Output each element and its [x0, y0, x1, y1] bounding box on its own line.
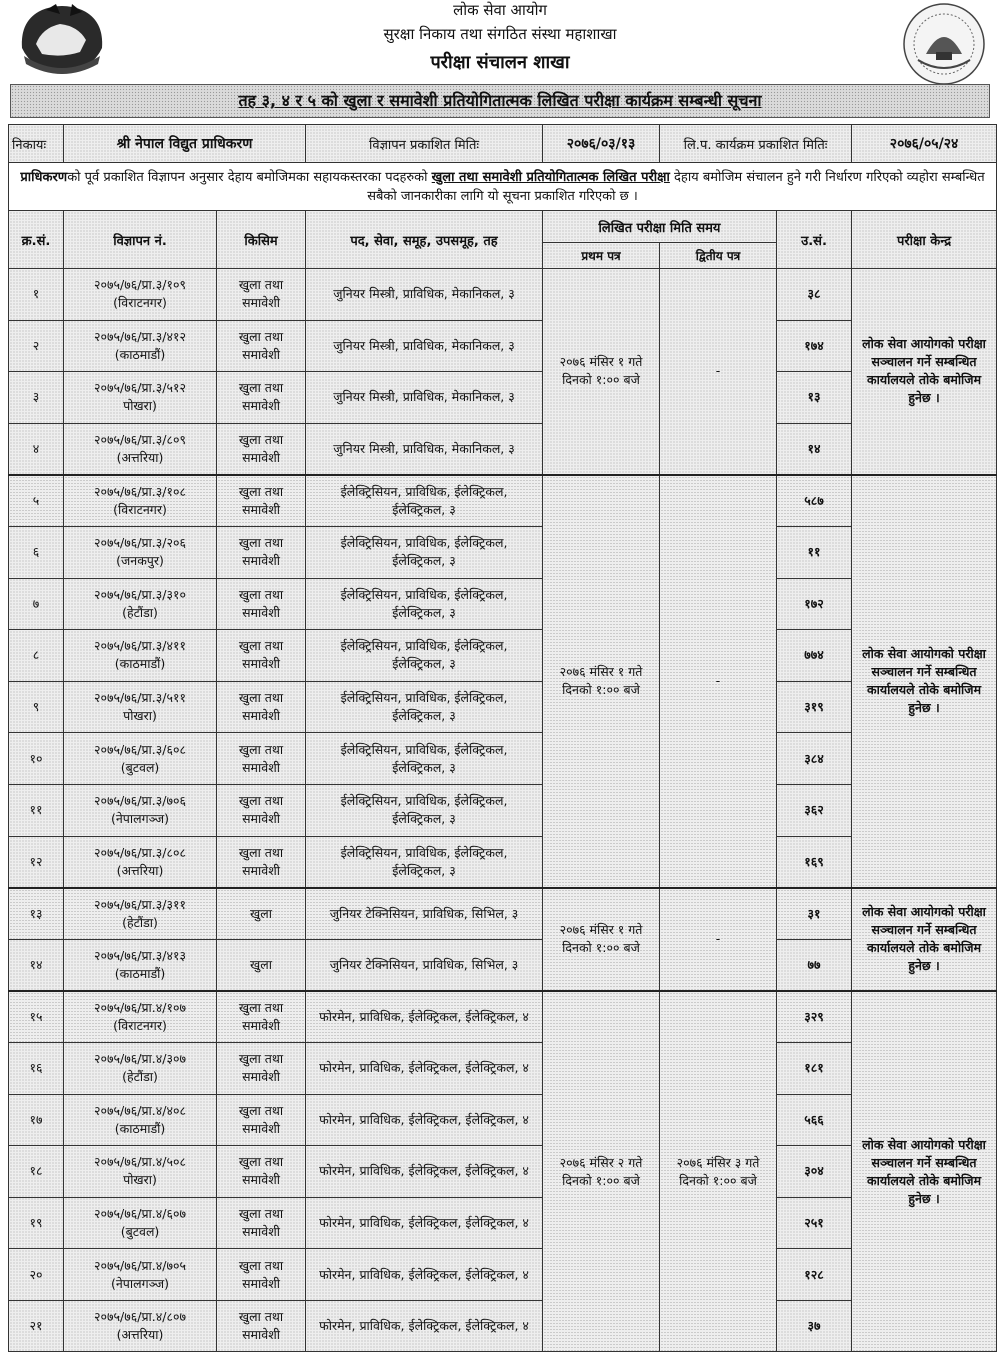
ad-number	[64, 269, 217, 321]
ad-number	[64, 1300, 217, 1352]
ad-number	[64, 526, 217, 578]
ad-number	[64, 630, 217, 682]
ad-number	[64, 836, 217, 888]
exam-type: खुला तथा समावेशी	[217, 1300, 306, 1352]
ad-location: (हेटौंडा)	[122, 604, 158, 620]
org-label: निकायः	[9, 125, 64, 163]
ad-number	[64, 1197, 217, 1249]
ad-number	[64, 1042, 217, 1094]
candidate-count: ५८७	[777, 475, 852, 527]
post-detail: फोरमेन, प्राविधिक, ईलेक्ट्रिकल, ईलेक्ट्रिकल, ४	[306, 1042, 543, 1094]
ad-location: (काठमाडौं)	[114, 656, 166, 672]
ad-code: २०७५/७६/प्रा.३/३११	[94, 896, 186, 912]
second-paper-datetime: २०७६ मंसिर ३ गते दिनको १:०० बजे	[660, 991, 777, 1352]
commission-name: लोक सेवा आयोग	[453, 1, 547, 19]
description-part2: को पूर्व प्रकाशित विज्ञापन अनुसार देहाय बमोजिमका सहायकस्तरका पदहरुको	[67, 169, 432, 185]
candidate-count: ३८४	[777, 733, 852, 785]
post-detail: ईलेक्ट्रिसियन, प्राविधिक, ईलेक्ट्रिकल, ईलेक्ट्रिकल, ३	[306, 578, 543, 630]
ad-code: २०७५/७६/प्रा.३/४१३	[94, 947, 186, 963]
ad-code: २०७५/७६/प्रा.४/६०७	[94, 1205, 186, 1221]
candidate-count: ३६२	[777, 784, 852, 836]
table-row	[9, 630, 997, 682]
ad-number	[64, 423, 217, 475]
ad-code: २०७५/७६/प्रा.३/४१२	[94, 328, 186, 344]
ad-location: (हेटौंडा)	[122, 1069, 158, 1085]
ad-location: (बुटवल)	[120, 1223, 160, 1239]
col-center: परीक्षा केन्द्र	[852, 211, 997, 269]
exam-type: खुला तथा समावेशी	[217, 1042, 306, 1094]
ad-code: २०७५/७६/प्रा.३/८०८	[94, 844, 186, 860]
ad-date-value: २०७६/०३/१३	[543, 125, 660, 163]
table-row	[9, 1249, 997, 1301]
exam-center: लोक सेवा आयोगको परीक्षा सञ्चालन गर्ने सम्बन्धित कार्यालयले तोके बमोजिम हुनेछ ।	[852, 475, 997, 888]
post-detail: जुनियर टेक्निसियन, प्राविधिक, सिभिल, ३	[306, 888, 543, 940]
ad-location: (काठमाडौं)	[114, 1120, 166, 1136]
table-row	[9, 939, 997, 991]
ad-number	[64, 1146, 217, 1198]
post-detail: जुनियर मिस्त्री, प्राविधिक, मेकानिकल, ३	[306, 372, 543, 424]
candidate-count: ३१	[777, 888, 852, 940]
ad-number	[64, 939, 217, 991]
post-detail: ईलेक्ट्रिसियन, प्राविधिक, ईलेक्ट्रिकल, ईलेक्ट्रिकल, ३	[306, 681, 543, 733]
exam-type: खुला तथा समावेशी	[217, 630, 306, 682]
serial-number: १८	[9, 1146, 64, 1198]
candidate-count: १२८	[777, 1249, 852, 1301]
exam-type: खुला तथा समावेशी	[217, 784, 306, 836]
ad-number	[64, 681, 217, 733]
candidate-count: ११	[777, 526, 852, 578]
table-row	[9, 784, 997, 836]
second-paper-datetime: -	[660, 475, 777, 888]
psc-seal-icon	[896, 2, 992, 86]
col-sn: क्र.सं.	[9, 211, 64, 269]
prog-date-value: २०७६/०५/२४	[852, 125, 997, 163]
ad-number	[64, 578, 217, 630]
table-row	[9, 1042, 997, 1094]
ad-date-label: विज्ञापन प्रकाशित मितिः	[306, 125, 543, 163]
ad-code: २०७५/७६/प्रा.४/७०५	[94, 1257, 186, 1273]
document-header	[0, 0, 1000, 80]
ad-number	[64, 733, 217, 785]
candidate-count: २५१	[777, 1197, 852, 1249]
post-detail: जुनियर मिस्त्री, प्राविधिक, मेकानिकल, ३	[306, 320, 543, 372]
exam-type: खुला तथा समावेशी	[217, 372, 306, 424]
exam-center: लोक सेवा आयोगको परीक्षा सञ्चालन गर्ने सम्बन्धित कार्यालयले तोके बमोजिम हुनेछ ।	[852, 888, 997, 991]
exam-type: खुला तथा समावेशी	[217, 320, 306, 372]
post-detail: जुनियर टेक्निसियन, प्राविधिक, सिभिल, ३	[306, 939, 543, 991]
ad-location: (अत्तरिया)	[116, 862, 164, 878]
table-row	[9, 578, 997, 630]
candidate-count: १८१	[777, 1042, 852, 1094]
ad-number	[64, 1094, 217, 1146]
candidate-count: ३२९	[777, 991, 852, 1043]
table-row	[9, 526, 997, 578]
serial-number: १	[9, 269, 64, 321]
ad-code: २०७५/७६/प्रा.३/२०६	[94, 535, 186, 551]
serial-number: १२	[9, 836, 64, 888]
ad-location: (बुटवल)	[120, 759, 160, 775]
table-row	[9, 681, 997, 733]
exam-type: खुला तथा समावेशी	[217, 526, 306, 578]
ad-location: (काठमाडौं)	[114, 346, 166, 362]
ad-code: २०७५/७६/प्रा.३/७०६	[94, 793, 186, 809]
ad-location: (अत्तरिया)	[116, 449, 164, 465]
table-row	[9, 372, 997, 424]
table-row	[9, 475, 997, 527]
post-detail: फोरमेन, प्राविधिक, ईलेक्ट्रिकल, ईलेक्ट्रिकल, ४	[306, 991, 543, 1043]
serial-number: ८	[9, 630, 64, 682]
exam-type: खुला	[217, 888, 306, 940]
ad-location: (विराटनगर)	[113, 1017, 167, 1033]
serial-number: १३	[9, 888, 64, 940]
candidate-count: ३८	[777, 269, 852, 321]
ad-code: २०७५/७६/प्रा.३/१०८	[94, 483, 186, 499]
org-value: श्री नेपाल विद्युत प्राधिकरण	[64, 125, 306, 163]
serial-number: ११	[9, 784, 64, 836]
ad-code: २०७५/७६/प्रा.३/५११	[94, 690, 186, 706]
serial-number: १६	[9, 1042, 64, 1094]
table-row	[9, 1197, 997, 1249]
table-row	[9, 1094, 997, 1146]
exam-type: खुला तथा समावेशी	[217, 1197, 306, 1249]
ad-code: २०७५/७६/प्रा.४/४०८	[94, 1102, 186, 1118]
ad-number	[64, 372, 217, 424]
col-ad-no: विज्ञापन नं.	[64, 211, 217, 269]
candidate-count: १३	[777, 372, 852, 424]
ad-number	[64, 888, 217, 940]
post-detail: फोरमेन, प्राविधिक, ईलेक्ट्रिकल, ईलेक्ट्रिकल, ४	[306, 1094, 543, 1146]
serial-number: १७	[9, 1094, 64, 1146]
section-name: परीक्षा संचालन शाखा	[430, 52, 570, 73]
candidate-count: ३१९	[777, 681, 852, 733]
notice-title: तह ३, ४ र ५ को खुला र समावेशी प्रतियोगितात्मक लिखित परीक्षा कार्यक्रम सम्बन्धी सूचना	[10, 84, 990, 118]
candidate-count: १७२	[777, 578, 852, 630]
serial-number: ४	[9, 423, 64, 475]
post-detail: फोरमेन, प्राविधिक, ईलेक्ट्रिकल, ईलेक्ट्रिकल, ४	[306, 1146, 543, 1198]
col-exam-date: लिखित परीक्षा मिति समय	[543, 211, 777, 243]
second-paper-datetime: -	[660, 888, 777, 991]
exam-schedule-table	[8, 124, 997, 1352]
exam-type: खुला तथा समावेशी	[217, 475, 306, 527]
ad-location: (नेपालगञ्ज)	[110, 1275, 170, 1291]
description-part1: प्राधिकरण	[20, 169, 68, 185]
post-detail: ईलेक्ट्रिसियन, प्राविधिक, ईलेक्ट्रिकल, ईलेक्ट्रिकल, ३	[306, 733, 543, 785]
col-second-paper: द्वितीय पत्र	[660, 243, 777, 269]
exam-type: खुला तथा समावेशी	[217, 423, 306, 475]
ad-number	[64, 1249, 217, 1301]
post-detail: ईलेक्ट्रिसियन, प्राविधिक, ईलेक्ट्रिकल, ईलेक्ट्रिकल, ३	[306, 784, 543, 836]
exam-type: खुला तथा समावेशी	[217, 578, 306, 630]
exam-type: खुला तथा समावेशी	[217, 1094, 306, 1146]
ad-location: पोखरा)	[123, 708, 157, 724]
table-row	[9, 991, 997, 1043]
division-name: सुरक्षा निकाय तथा संगठित संस्था महाशाखा	[383, 25, 617, 43]
serial-number: २	[9, 320, 64, 372]
ad-number	[64, 320, 217, 372]
first-paper-datetime: २०७६ मंसिर १ गते दिनको १:०० बजे	[543, 269, 660, 475]
candidate-count: १६९	[777, 836, 852, 888]
ad-location: (हेटौंडा)	[122, 914, 158, 930]
serial-number: १४	[9, 939, 64, 991]
ad-location: (विराटनगर)	[113, 501, 167, 517]
ad-location: पोखरा)	[123, 1172, 157, 1188]
post-detail: फोरमेन, प्राविधिक, ईलेक्ट्रिकल, ईलेक्ट्रिकल, ४	[306, 1249, 543, 1301]
candidate-count: १७४	[777, 320, 852, 372]
ad-code: २०७५/७६/प्रा.४/८०७	[94, 1309, 186, 1325]
ad-code: २०७५/७६/प्रा.३/३१०	[94, 586, 186, 602]
col-candidates: उ.सं.	[777, 211, 852, 269]
serial-number: ७	[9, 578, 64, 630]
ad-code: २०७५/७६/प्रा.३/८०९	[94, 431, 186, 447]
exam-type: खुला	[217, 939, 306, 991]
col-type: किसिम	[217, 211, 306, 269]
ad-location: (नेपालगञ्ज)	[110, 811, 170, 827]
header-row-1	[9, 211, 997, 243]
exam-type: खुला तथा समावेशी	[217, 1249, 306, 1301]
second-paper-datetime: -	[660, 269, 777, 475]
ad-number	[64, 991, 217, 1043]
first-paper-datetime: २०७६ मंसिर १ गते दिनको १:०० बजे	[543, 475, 660, 888]
post-detail: फोरमेन, प्राविधिक, ईलेक्ट्रिकल, ईलेक्ट्रिकल, ४	[306, 1300, 543, 1352]
exam-center: लोक सेवा आयोगको परीक्षा सञ्चालन गर्ने सम्बन्धित कार्यालयले तोके बमोजिम हुनेछ ।	[852, 269, 997, 475]
exam-center: लोक सेवा आयोगको परीक्षा सञ्चालन गर्ने सम्बन्धित कार्यालयले तोके बमोजिम हुनेछ ।	[852, 991, 997, 1352]
serial-number: १५	[9, 991, 64, 1043]
exam-type: खुला तथा समावेशी	[217, 991, 306, 1043]
ad-location: (जनकपुर)	[116, 553, 164, 569]
serial-number: ९	[9, 681, 64, 733]
table-row	[9, 423, 997, 475]
table-row	[9, 836, 997, 888]
info-row	[9, 125, 997, 163]
ad-code: २०७५/७६/प्रा.३/४११	[94, 638, 186, 654]
ad-code: २०७५/७६/प्रा.३/६०८	[94, 741, 186, 757]
candidate-count: ३७	[777, 1300, 852, 1352]
serial-number: २१	[9, 1300, 64, 1352]
ad-location: पोखरा)	[123, 398, 157, 414]
description-part4: देहाय बमोजिम संचालन हुने गरी निर्धारण गरिएको व्यहोरा सम्बन्धित सबैको जानकारीका लागि यो सूचना प्रकाशित गरिएको छ ।	[367, 169, 985, 204]
prog-date-label: लि.प. कार्यक्रम प्रकाशित मितिः	[660, 125, 852, 163]
serial-number: ३	[9, 372, 64, 424]
description-row	[9, 163, 997, 211]
post-detail: ईलेक्ट्रिसियन, प्राविधिक, ईलेक्ट्रिकल, ईलेक्ट्रिकल, ३	[306, 630, 543, 682]
post-detail: ईलेक्ट्रिसियन, प्राविधिक, ईलेक्ट्रिकल, ईलेक्ट्रिकल, ३	[306, 836, 543, 888]
ad-code: २०७५/७६/प्रा.३/१०९	[94, 277, 186, 293]
candidate-count: १४	[777, 423, 852, 475]
ad-code: २०७५/७६/प्रा.३/५१२	[94, 380, 186, 396]
table-row	[9, 269, 997, 321]
ad-number	[64, 784, 217, 836]
table-row	[9, 733, 997, 785]
post-detail: ईलेक्ट्रिसियन, प्राविधिक, ईलेक्ट्रिकल, ईलेक्ट्रिकल, ३	[306, 526, 543, 578]
table-row	[9, 320, 997, 372]
ad-location: (विराटनगर)	[113, 295, 167, 311]
ad-code: २०७५/७६/प्रा.४/१०७	[94, 999, 186, 1015]
ad-number	[64, 475, 217, 527]
serial-number: ५	[9, 475, 64, 527]
exam-type: खुला तथा समावेशी	[217, 681, 306, 733]
serial-number: १०	[9, 733, 64, 785]
post-detail: जुनियर मिस्त्री, प्राविधिक, मेकानिकल, ३	[306, 269, 543, 321]
serial-number: १९	[9, 1197, 64, 1249]
post-detail: फोरमेन, प्राविधिक, ईलेक्ट्रिकल, ईलेक्ट्रिकल, ४	[306, 1197, 543, 1249]
ad-location: (अत्तरिया)	[116, 1327, 164, 1343]
serial-number: २०	[9, 1249, 64, 1301]
exam-type: खुला तथा समावेशी	[217, 733, 306, 785]
table-row	[9, 1146, 997, 1198]
ad-code: २०७५/७६/प्रा.४/५०८	[94, 1154, 186, 1170]
col-first-paper: प्रथम पत्र	[543, 243, 660, 269]
exam-type: खुला तथा समावेशी	[217, 1146, 306, 1198]
exam-type: खुला तथा समावेशी	[217, 836, 306, 888]
ad-location: (काठमाडौं)	[114, 965, 166, 981]
table-row	[9, 1300, 997, 1352]
ad-code: २०७५/७६/प्रा.४/३०७	[94, 1051, 186, 1067]
candidate-count: ३०४	[777, 1146, 852, 1198]
description-text	[9, 163, 997, 211]
serial-number: ६	[9, 526, 64, 578]
post-detail: जुनियर मिस्त्री, प्राविधिक, मेकानिकल, ३	[306, 423, 543, 475]
candidate-count: ७७	[777, 939, 852, 991]
table-row	[9, 888, 997, 940]
post-detail: ईलेक्ट्रिसियन, प्राविधिक, ईलेक्ट्रिकल, ईलेक्ट्रिकल, ३	[306, 475, 543, 527]
first-paper-datetime: २०७६ मंसिर २ गते दिनको १:०० बजे	[543, 991, 660, 1352]
description-part3: खुला तथा समावेशी प्रतियोगितात्मक लिखित परीक्षा	[431, 169, 670, 185]
candidate-count: ७७४	[777, 630, 852, 682]
candidate-count: ५६६	[777, 1094, 852, 1146]
first-paper-datetime: २०७६ मंसिर १ गते दिनको १:०० बजे	[543, 888, 660, 991]
exam-type: खुला तथा समावेशी	[217, 269, 306, 321]
col-post: पद, सेवा, समूह, उपसमूह, तह	[306, 211, 543, 269]
